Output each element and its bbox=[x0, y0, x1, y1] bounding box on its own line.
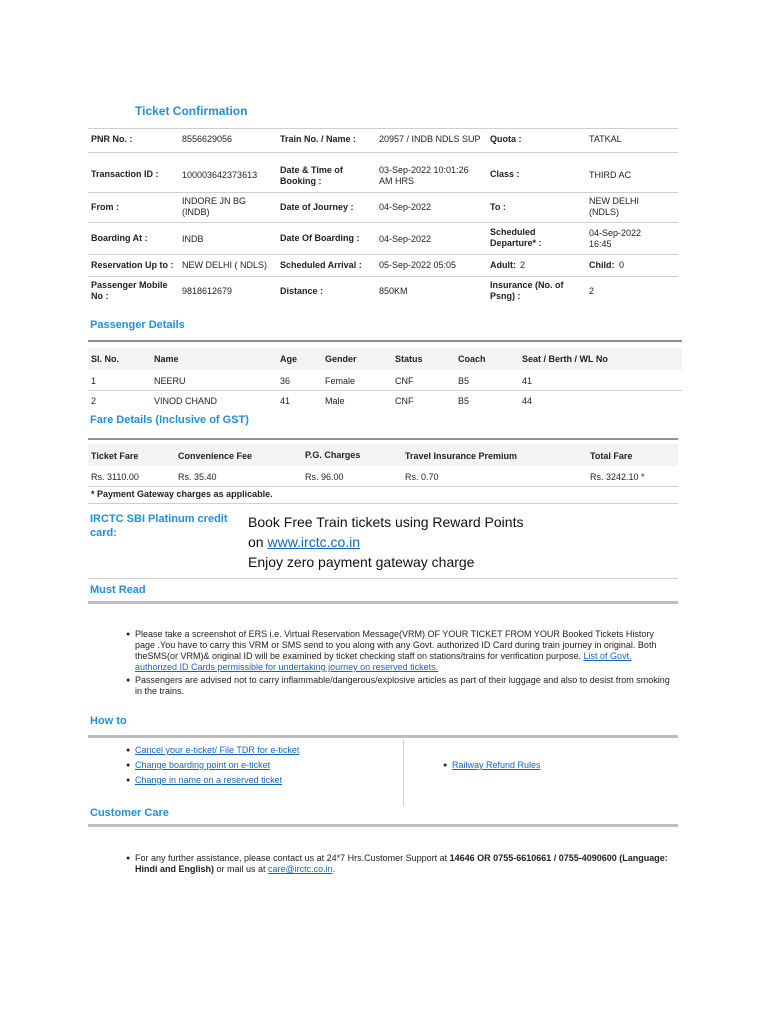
row-divider bbox=[88, 390, 682, 391]
how-to-item bbox=[135, 760, 270, 771]
refund-rules-link[interactable]: Railway Refund Rules bbox=[452, 760, 541, 770]
journey-date-value: 04-Sep-2022 bbox=[379, 202, 432, 212]
row-divider bbox=[88, 276, 678, 277]
transaction-label: Transaction ID : bbox=[91, 169, 159, 179]
col-header: Total Fare bbox=[590, 451, 633, 461]
table-cell: CNF bbox=[395, 376, 414, 386]
to-label: To : bbox=[490, 202, 506, 212]
to-value: NEW DELHI (NDLS) bbox=[589, 196, 640, 217]
divider bbox=[88, 340, 682, 342]
pnr-value: 8556629056 bbox=[182, 134, 233, 144]
fare-value: Rs. 3242.10 * bbox=[590, 472, 645, 482]
reservation-upto-label: Reservation Up to : bbox=[91, 260, 174, 270]
section-bar bbox=[88, 601, 678, 604]
promo-card-label: IRCTC SBI Platinum credit card: bbox=[90, 513, 228, 539]
child-label: Child: bbox=[589, 260, 615, 270]
arrival-label: Scheduled Arrival : bbox=[280, 260, 362, 270]
divider bbox=[88, 438, 678, 440]
care-text-2: or mail us at bbox=[214, 864, 269, 874]
table-cell: 2 bbox=[91, 396, 97, 406]
how-to-item bbox=[135, 775, 282, 786]
ticket-confirmation-title: Ticket Confirmation bbox=[135, 104, 248, 118]
insurance-value: 2 bbox=[589, 286, 595, 296]
col-header: Travel Insurance Premium bbox=[405, 451, 518, 461]
must-read-title: Must Read bbox=[90, 584, 146, 596]
reservation-upto-value: NEW DELHI ( NDLS) bbox=[182, 260, 268, 270]
care-email-link[interactable]: care@irctc.co.in bbox=[268, 864, 333, 874]
col-header: P.G. Charges bbox=[305, 450, 361, 460]
arrival-value: 05-Sep-2022 05:05 bbox=[379, 260, 457, 270]
table-cell: VINOD CHAND bbox=[154, 396, 218, 406]
col-header: Gender bbox=[325, 354, 357, 364]
change-boarding-link[interactable]: Change boarding point on e-ticket bbox=[135, 760, 271, 770]
care-text-1: For any further assistance, please contact us at 24*7 Hrs.Customer Support at bbox=[135, 853, 450, 863]
section-bar bbox=[88, 824, 678, 827]
must-read-bullet-1 bbox=[135, 629, 675, 673]
how-to-item bbox=[135, 745, 299, 756]
row-divider bbox=[88, 222, 678, 223]
table-cell: 44 bbox=[522, 396, 533, 406]
pnr-label: PNR No. : bbox=[91, 134, 133, 144]
table-cell: 41 bbox=[280, 396, 291, 406]
must-read-text-1: Please take a screenshot of ERS i.e. Virtual Reservation Message(VRM) OF YOUR TICKET FROM YOUR Booked Tickets History page .You have to carry this VRM or SMS send to you along with any Govt. authorized ID Card during train journey in original. Both theSMS(or VRM)& original ID will be examined by ticket checking staff on stations/trains for verification purpose. bbox=[135, 629, 657, 661]
train-label: Train No. / Name : bbox=[280, 134, 357, 144]
promo-line-2-prefix: on bbox=[248, 534, 268, 550]
mobile-value: 9818612679 bbox=[182, 286, 233, 296]
col-header: Convenience Fee bbox=[178, 451, 253, 461]
booking-time-value: 03-Sep-2022 10:01:26 AM HRS bbox=[379, 165, 469, 186]
how-to-title: How to bbox=[90, 715, 127, 727]
boarding-date-label: Date Of Boarding : bbox=[280, 233, 360, 243]
promo-line-2 bbox=[248, 532, 523, 552]
fare-details-title: Fare Details (Inclusive of GST) bbox=[90, 414, 249, 426]
col-header: Ticket Fare bbox=[91, 451, 139, 461]
boarding-value: INDB bbox=[182, 234, 204, 244]
table-cell: 41 bbox=[522, 376, 533, 386]
departure-label: Scheduled Departure* : bbox=[490, 227, 542, 248]
col-header: Seat / Berth / WL No bbox=[522, 354, 608, 364]
transaction-value: 100003642373613 bbox=[182, 170, 258, 180]
col-header: Coach bbox=[458, 354, 486, 364]
mobile-label: Passenger Mobile No : bbox=[91, 280, 168, 301]
table-cell: CNF bbox=[395, 396, 414, 406]
fare-value: Rs. 35.40 bbox=[178, 472, 217, 482]
distance-value: 850KM bbox=[379, 286, 408, 296]
col-header: Sl. No. bbox=[91, 354, 120, 364]
col-header: Status bbox=[395, 354, 423, 364]
quota-value: TATKAL bbox=[589, 134, 622, 144]
booking-time-label: Date & Time of Booking : bbox=[280, 165, 343, 186]
adult-label: Adult: bbox=[490, 260, 516, 270]
must-read-text-2: Passengers are advised not to carry inflammable/dangerous/explosive articles as part of their luggage and also to desist from smoking in the trains. bbox=[135, 675, 670, 696]
table-cell: Female bbox=[325, 376, 356, 386]
row-divider bbox=[88, 486, 678, 487]
promo-text bbox=[248, 512, 523, 572]
table-cell: 36 bbox=[280, 376, 291, 386]
table-cell: NEERU bbox=[154, 376, 186, 386]
divider bbox=[88, 128, 678, 129]
class-value: THIRD AC bbox=[589, 170, 632, 180]
divider bbox=[88, 503, 678, 504]
table-cell: B5 bbox=[458, 376, 470, 386]
care-text-end: . bbox=[332, 864, 336, 874]
insurance-label: Insurance (No. of Psng) : bbox=[490, 280, 564, 301]
col-header: Age bbox=[280, 354, 298, 364]
quota-label: Quota : bbox=[490, 134, 522, 144]
row-divider bbox=[88, 254, 678, 255]
row-divider bbox=[88, 192, 678, 193]
change-name-link[interactable]: Change in name on a reserved ticket bbox=[135, 775, 283, 785]
promo-line-1: Book Free Train tickets using Reward Points bbox=[248, 514, 524, 530]
fare-value: Rs. 0.70 bbox=[405, 472, 439, 482]
customer-care-bullet bbox=[135, 853, 675, 875]
class-label: Class : bbox=[490, 169, 520, 179]
journey-date-label: Date of Journey : bbox=[280, 202, 354, 212]
section-bar bbox=[88, 735, 678, 738]
cancel-ticket-link[interactable]: Cancel your e-ticket/ File TDR for e-ticket bbox=[135, 745, 300, 755]
column-divider bbox=[403, 740, 404, 806]
boarding-label: Boarding At : bbox=[91, 233, 148, 243]
fare-value: Rs. 3110.00 bbox=[91, 472, 139, 482]
irctc-website-link[interactable]: www.irctc.co.in bbox=[267, 534, 361, 550]
divider bbox=[88, 578, 678, 579]
table-cell: 1 bbox=[91, 376, 97, 386]
how-to-item bbox=[452, 760, 541, 771]
must-read-bullet-2 bbox=[135, 675, 675, 697]
care-phone-numbers: 14646 OR 0755-6610661 / 0755-4090600 (Language: Hindi and English) bbox=[135, 853, 668, 874]
passenger-details-title: Passenger Details bbox=[90, 319, 185, 331]
govt-id-cards-link[interactable]: List of Govt. authorized ID Cards permissible for undertaking journey on reserved tickets. bbox=[135, 651, 632, 672]
table-cell: Male bbox=[325, 396, 345, 406]
from-label: From : bbox=[91, 202, 119, 212]
table-cell: B5 bbox=[458, 396, 470, 406]
from-value: INDORE JN BG (INDB) bbox=[182, 196, 247, 217]
train-value: 20957 / INDB NDLS SUP bbox=[379, 134, 481, 144]
child-value: 0 bbox=[619, 260, 625, 270]
distance-label: Distance : bbox=[280, 286, 324, 296]
row-divider bbox=[88, 152, 678, 153]
fare-note: * Payment Gateway charges as applicable. bbox=[91, 489, 273, 499]
adult-value: 2 bbox=[520, 260, 526, 270]
col-header: Name bbox=[154, 354, 179, 364]
departure-value: 04-Sep-2022 16:45 bbox=[589, 228, 642, 249]
fare-value: Rs. 96.00 bbox=[305, 472, 344, 482]
promo-line-3: Enjoy zero payment gateway charge bbox=[248, 554, 475, 570]
boarding-date-value: 04-Sep-2022 bbox=[379, 234, 432, 244]
customer-care-title: Customer Care bbox=[90, 807, 169, 819]
